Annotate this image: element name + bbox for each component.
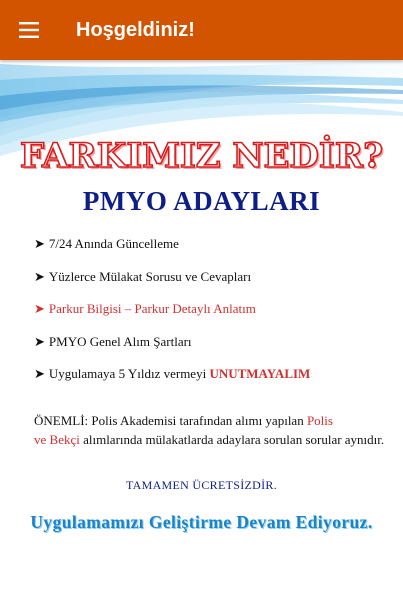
hamburger-menu-icon xyxy=(19,21,41,39)
feature-text: Parkur Bilgisi – Parkur Detaylı Anlatım xyxy=(48,301,256,316)
arrow-icon: ➤ xyxy=(34,268,45,284)
list-item xyxy=(34,301,394,334)
menu-button[interactable] xyxy=(0,0,60,60)
free-notice: TAMAMEN ÜCRETSİZDİR. xyxy=(125,478,278,492)
note-prefix: ÖNEMLİ: Polis Akademisi tarafından alımı yapılan xyxy=(34,413,304,428)
feature-highlight: UNUTMAYALIM xyxy=(209,366,311,381)
feature-text: 7/24 Anında Güncelleme xyxy=(48,236,179,251)
feature-text: Yüzlerce Mülakat Sorusu ve Cevapları xyxy=(48,268,252,284)
app-bar xyxy=(0,0,403,60)
feature-list xyxy=(34,236,394,399)
arrow-icon: ➤ xyxy=(34,236,45,251)
content-area[interactable] xyxy=(0,60,403,592)
app-title: Hoşgeldiniz! xyxy=(76,18,195,41)
list-item xyxy=(34,236,394,269)
list-item xyxy=(34,269,394,302)
note-highlight-police: Polis xyxy=(306,413,333,428)
footer-message: Uygulamamızı Geliştirme Devam Ediyoruz. xyxy=(30,512,373,532)
list-item xyxy=(34,366,394,399)
subheadline: PMYO ADAYLARI xyxy=(82,186,321,216)
note-suffix: alımlarında mülakatlarda adaylara sorulan sorular aynıdır. xyxy=(83,431,385,447)
arrow-icon: ➤ xyxy=(34,366,45,381)
arrow-icon: ➤ xyxy=(34,301,45,316)
feature-text: Uygulamaya 5 Yıldız vermeyi xyxy=(48,366,207,381)
arrow-icon: ➤ xyxy=(34,333,45,349)
headline: FARKIMIZ NEDİR? xyxy=(20,136,383,176)
important-note xyxy=(34,412,394,449)
note-highlight-watchman: ve Bekçi xyxy=(34,431,80,447)
feature-text: PMYO Genel Alım Şartları xyxy=(48,333,192,349)
list-item xyxy=(34,334,394,367)
